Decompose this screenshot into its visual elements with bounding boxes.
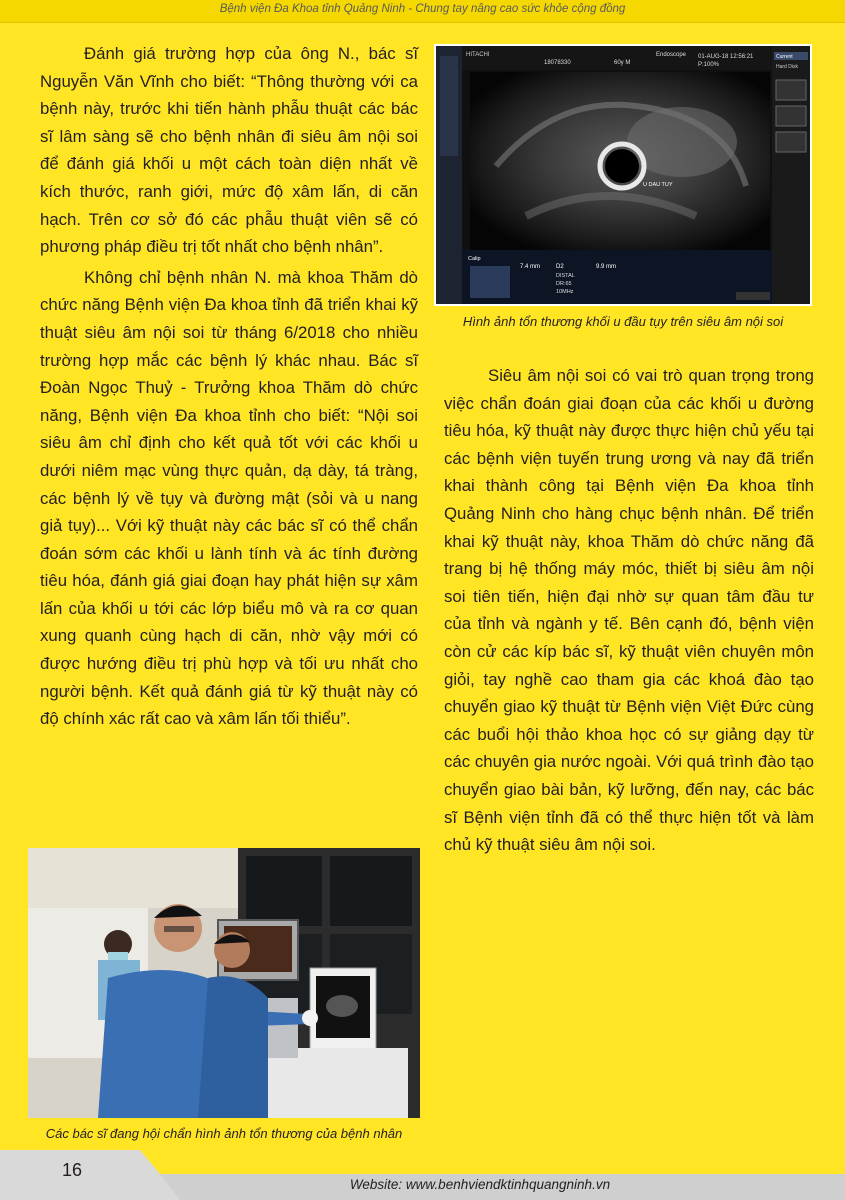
- website-link[interactable]: Website: www.benhviendktinhquangninh.vn: [349, 1177, 611, 1192]
- us-age: 60y M: [614, 60, 631, 66]
- right-column: [444, 362, 814, 862]
- us-label-u: U DAU TUY: [643, 182, 673, 188]
- ultrasound-screen: [436, 46, 810, 304]
- paragraph: Siêu âm nội soi có vai trò quan trọng trong việc chẩn đoán giai đoạn của các khối u đường tiêu hóa, kỹ thuật này được thực hiện chủ yếu tại các bệnh viện tuyến trung ương và nay đã triển khai thành công tại Bệnh viện Đa khoa tỉnh Quảng Ninh cho hàng chục bệnh nhân. Để triển khai kỹ thuật này, khoa Thăm dò chức năng đã trang bị hệ thống máy móc, thiết bị siêu âm nội soi tiên tiến, hiện đại nhờ sự quan tâm đầu tư của tỉnh và ngành y tế. Bên cạnh đó, bệnh viện còn cử các kíp bác sĩ, kỹ thuật viên chuyên môn giỏi, tay nghề cao tham gia các khoá đào tạo chuyển giao kỹ thuật từ Bệnh viện Việt Đức cùng các buổi hội thảo khoa học có sự giảng dạy từ các chuyên gia nước ngoài. Với quá trình đào tạo chuyển giao bài bản, kỹ lưỡng, đến nay, các bác sĩ Bệnh viện tỉnh đã có thể thực hiện tốt và làm chủ kỹ thuật siêu âm nội soi.: [444, 366, 814, 855]
- us-caliper: Calip: [468, 256, 481, 262]
- us-mode: Endoscope: [656, 52, 687, 58]
- page-number: 16: [62, 1160, 83, 1180]
- paragraph: Đánh giá trường hợp của ông N., bác sĩ Nguyễn Văn Vĩnh cho biết: “Thông thường với ca bệnh này, trước khi tiến hành phẫu thuật các bác sĩ lâm sàng sẽ cho bệnh nhân đi siêu âm nội soi để đánh giá khối u một cách toàn diện nhất về kích thước, ranh giới, mức độ xâm lấn, di căn hạch. Trên cơ sở đó các phẫu thuật viên sẽ có phương pháp điều trị tốt nhất cho bệnh nhân”.: [40, 44, 418, 257]
- us-freq: 10MHz: [556, 289, 574, 295]
- left-column: [40, 40, 418, 736]
- footer-band: [0, 1150, 845, 1200]
- us-brand: HITACHI: [466, 52, 490, 58]
- us-datetime: 01-AUG-18 12:56:21: [698, 54, 754, 60]
- us-d2: D2: [556, 264, 564, 270]
- header-title: Bệnh viện Đa Khoa tỉnh Quảng Ninh - Chung tay nâng cao sức khỏe cộng đồng: [219, 3, 626, 15]
- us-measure-1: 7.4 mm: [520, 264, 541, 270]
- us-measure-2: 9.9 mm: [596, 264, 617, 270]
- us-dr: DR:65: [556, 281, 572, 287]
- doctors-photo-illustration: [28, 848, 420, 1118]
- us-hard-disk: Hard Disk: [776, 64, 798, 70]
- ultrasound-image: [434, 44, 812, 306]
- doctors-caption: Các bác sĩ đang hội chẩn hình ảnh tổn thương của bệnh nhân: [45, 1126, 403, 1141]
- us-distal: DISTAL: [556, 273, 575, 279]
- us-current: Current: [776, 54, 793, 60]
- doctors-photo: [28, 848, 420, 1118]
- ultrasound-caption: Hình ảnh tổn thương khối u đầu tụy trên siêu âm nội soi: [462, 314, 784, 329]
- us-power: P:100%: [698, 62, 720, 68]
- paragraph: Không chỉ bệnh nhân N. mà khoa Thăm dò chức năng Bệnh viện Đa khoa tỉnh đã triển khai kỹ thuật siêu âm nội soi từ tháng 6/2018 cho nhiều trường hợp mắc các bệnh lý khác nhau. Bác sĩ Đoàn Ngọc Thuỷ - Trưởng khoa Thăm dò chức năng, Bệnh viện Đa khoa tỉnh cho biết: “Nội soi siêu âm chỉ định cho kết quả tốt với các khối u dưới niêm mạc vùng thực quản, dạ dày, tá tràng, các bệnh lý về tụy và đường mật (sỏi và u nang giả tụy)... Với kỹ thuật này các bác sĩ có thể chẩn đoán sớm các khối u lành tính và ác tính đường tiêu hóa, đánh giá giai đoạn hay phát hiện sự xâm lấn của khối u tới các lớp biểu mô và ra cơ quan xung quanh cùng hạch di căn, nhờ vậy mới có được hướng điều trị phù hợp và tối ưu nhất cho người bệnh. Kết quả đánh giá từ kỹ thuật này có độ chính xác rất cao và xâm lấn tối thiểu”.: [40, 267, 418, 729]
- us-id: 18078330: [544, 60, 571, 66]
